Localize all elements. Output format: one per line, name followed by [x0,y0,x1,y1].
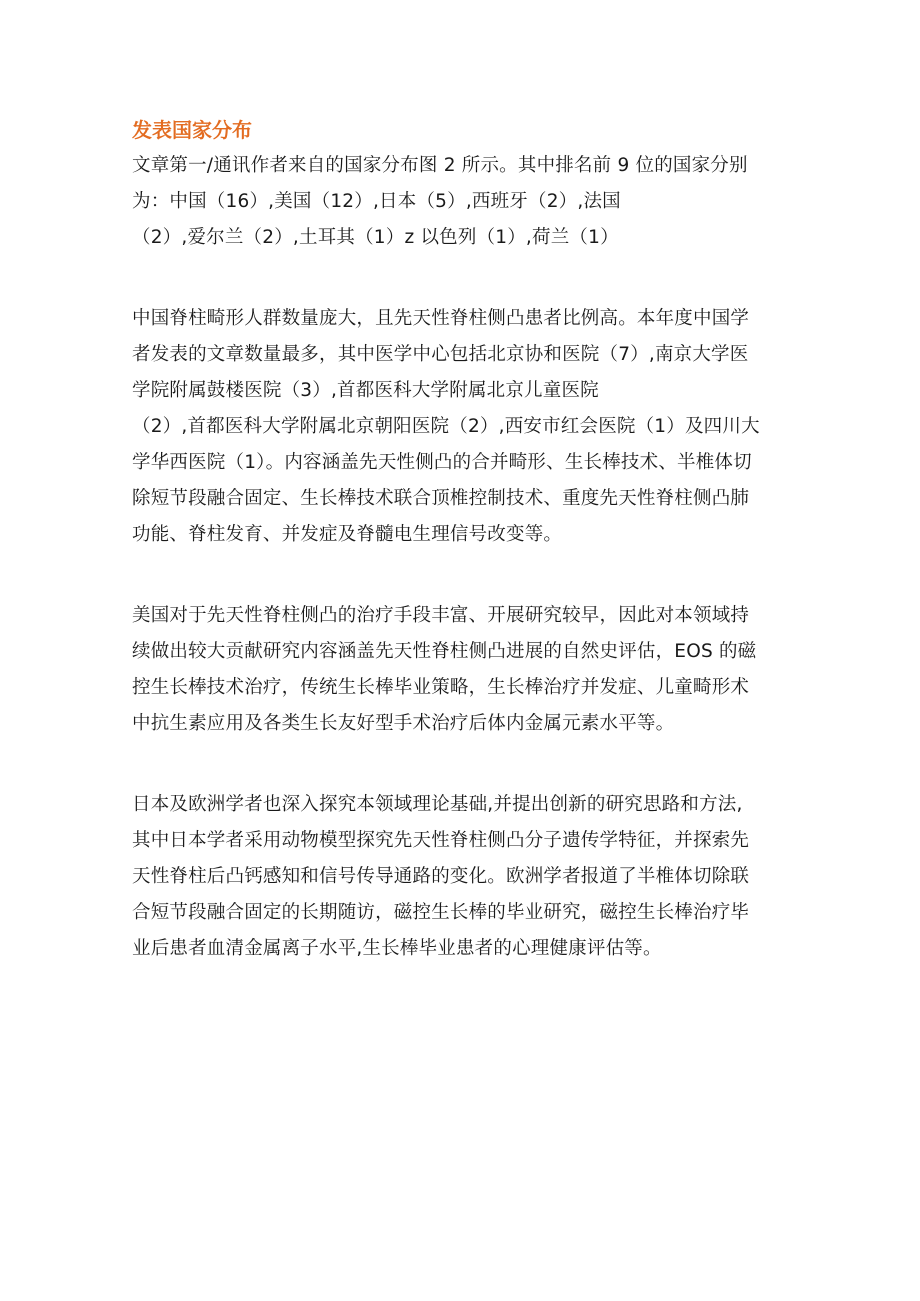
document-page [132,112,797,967]
text-line: 美国对于先天性脊柱侧凸的治疗手段丰富、开展研究较早，因此对本领域持 [132,605,750,626]
paragraph-spacer [132,553,797,598]
text-line: 续做出较大贡献研究内容涵盖先天性脊柱侧凸进展的自然史评估，EOS 的磁 [132,641,757,662]
text-line: 控生长棒技术治疗，传统生长棒毕业策略，生长棒治疗并发症、儿童畸形术 [132,677,750,698]
text-line: 其中日本学者采用动物模型探究先天性脊柱侧凸分子遗传学特征，并探索先 [132,830,750,851]
text-line: （2）,首都医科大学附属北京朝阳医院（2）,西安市红会医院（1）及四川大 [132,416,760,437]
text-line: 文章第一/通讯作者来自的国家分布图 2 所示。其中排名前 9 位的国家分别 [132,155,748,176]
text-line: 除短节段融合固定、生长棒技术联合顶椎控制技术、重度先天性脊柱侧凸肺 [132,488,750,509]
paragraph-country-distribution [132,148,797,256]
text-line: 合短节段融合固定的长期随访，磁控生长棒的毕业研究，磁控生长棒治疗毕 [132,902,750,923]
text-line: 日本及欧洲学者也深入探究本领域理论基础,并提出创新的研究思路和方法, [132,794,743,815]
text-line: 功能、脊柱发育、并发症及脊髓电生理信号改变等。 [132,524,563,545]
paragraph-usa [132,598,797,742]
paragraph-spacer [132,742,797,787]
text-line: 者发表的文章数量最多，其中医学中心包括北京协和医院（7）,南京大学医 [132,344,749,365]
paragraph-china [132,301,797,553]
text-line: 业后患者血清金属离子水平,生长棒毕业患者的心理健康评估等。 [132,938,662,959]
text-line: 学院附属鼓楼医院（3）,首都医科大学附属北京儿童医院 [132,380,599,401]
text-line: 学华西医院（1）。内容涵盖先天性侧凸的合并畸形、生长棒技术、半椎体切 [132,452,752,473]
text-line: 中抗生素应用及各类生长友好型手术治疗后体内金属元素水平等。 [132,713,675,734]
paragraph-japan-europe [132,787,797,967]
text-line: （2）,爱尔兰（2）,土耳其（1）z 以色列（1）,荷兰（1） [132,227,619,248]
text-line: 为：中国（16）,美国（12）,日本（5）,西班牙（2）,法国 [132,191,621,212]
section-heading: 发表国家分布 [132,118,252,142]
text-line: 天性脊柱后凸钙感知和信号传导通路的变化。欧洲学者报道了半椎体切除联 [132,866,750,887]
text-line: 中国脊柱畸形人群数量庞大，且先天性脊柱侧凸患者比例高。本年度中国学 [132,308,750,329]
paragraph-spacer [132,256,797,301]
